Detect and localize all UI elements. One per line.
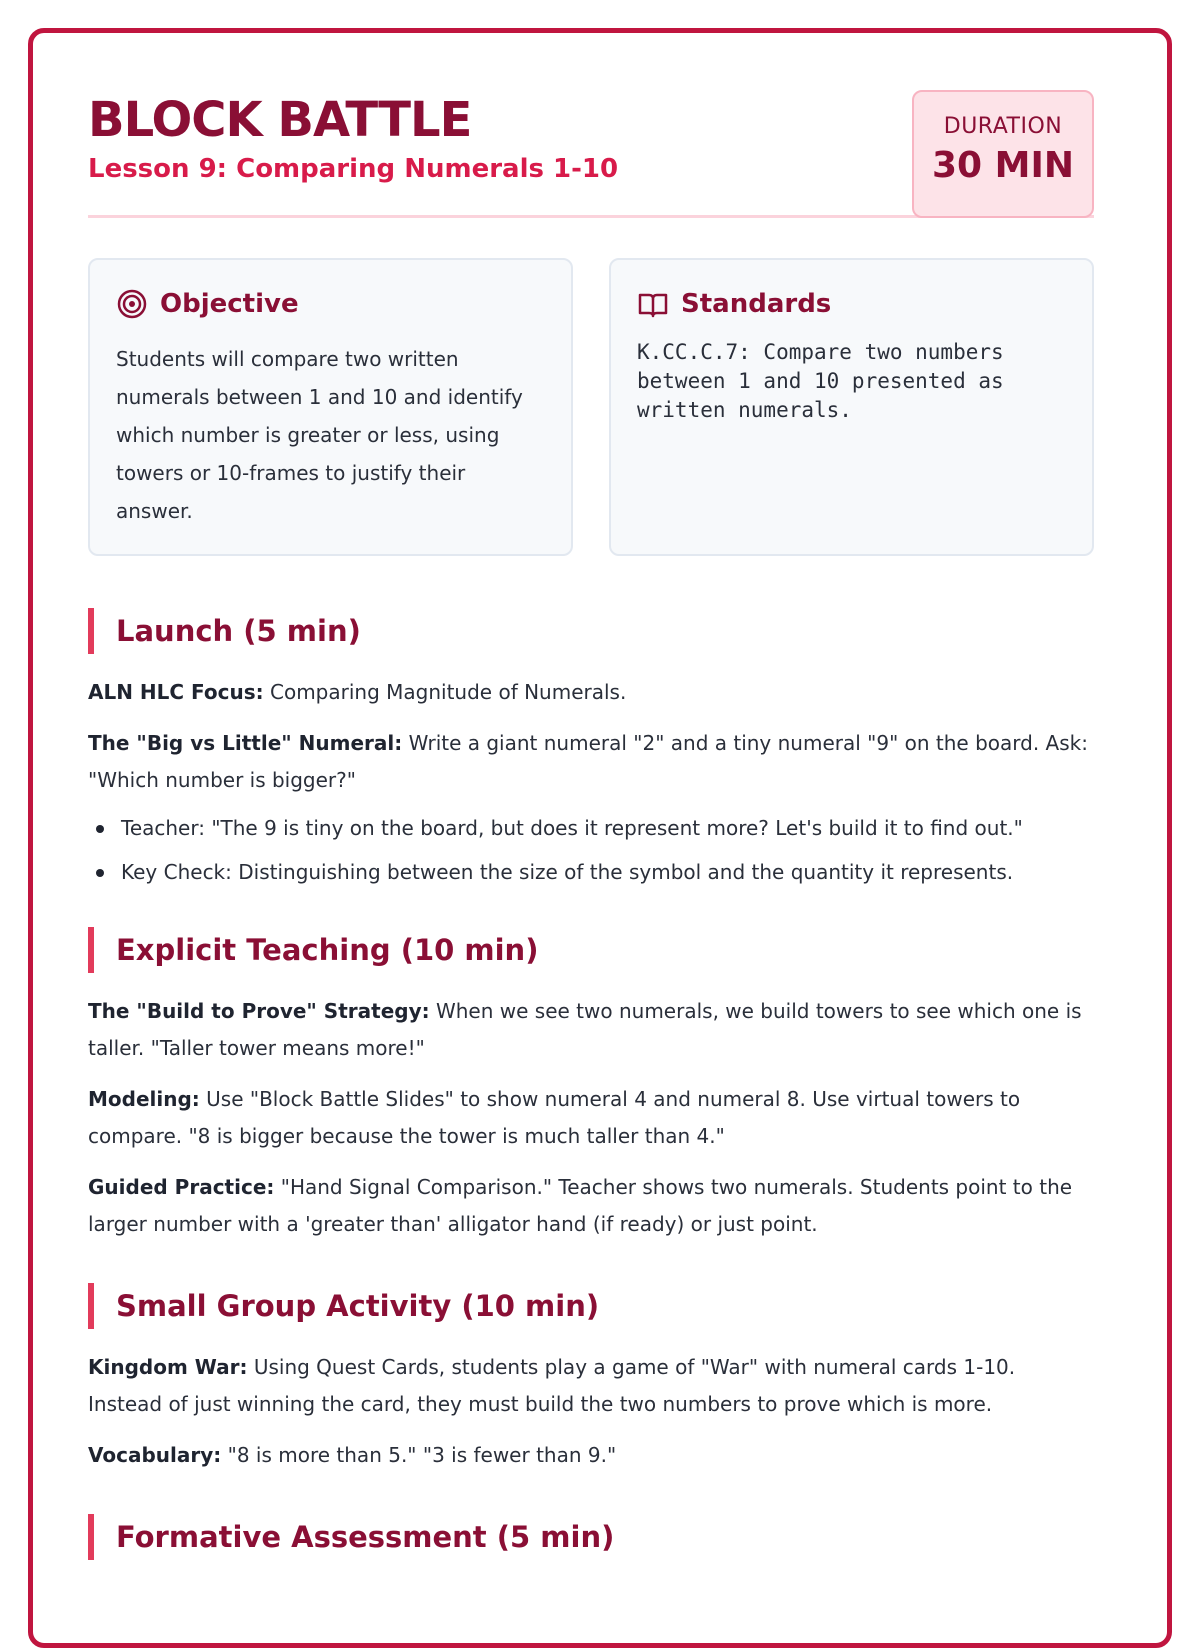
duration-badge: [912, 90, 1094, 218]
standards-text: K.CC.C.7: Compare two numbers between 1 and 10 presented as written numerals.: [637, 340, 1004, 422]
launch-section: [88, 608, 1094, 887]
title-block: [88, 88, 618, 184]
paragraph-label: Vocabulary:: [88, 1443, 222, 1467]
list-item: Teacher: "The 9 is tiny on the board, but does it represent more? Let's build it to find out.": [88, 813, 1094, 843]
paragraph: [88, 1081, 1094, 1155]
paragraph-label: The "Big vs Little" Numeral:: [88, 731, 403, 755]
standards-heading-row: [637, 286, 1066, 322]
list-item: Key Check: Distinguishing between the size of the symbol and the quantity it represents.: [88, 857, 1094, 887]
objective-heading: Objective: [160, 289, 299, 319]
section-title: Formative Assessment (5 min): [88, 1514, 1094, 1560]
paragraph-label: The "Build to Prove" Strategy:: [88, 999, 430, 1023]
paragraph-text: When we see two numerals, we build towers to see which one is taller. "Taller tower means more!": [88, 999, 1082, 1060]
paragraph-label: Guided Practice:: [88, 1175, 275, 1199]
lesson-subtitle: Lesson 9: Comparing Numerals 1-10: [88, 154, 619, 184]
paragraph-text: "8 is more than 5." "3 is fewer than 9.": [221, 1443, 617, 1467]
target-icon: [116, 288, 148, 320]
paragraph-text: Use "Block Battle Slides" to show numeral 4 and numeral 8. Use virtual towers to compare. "8 is bigger because the tower is much taller than 4.": [88, 1087, 1021, 1148]
objective-heading-row: [116, 286, 545, 322]
paragraph-label: Modeling:: [88, 1087, 200, 1111]
paragraph: [88, 993, 1094, 1067]
paragraph-label: ALN HLC Focus:: [88, 680, 264, 704]
explicit-teaching-section: [88, 927, 1094, 1243]
standards-box: [609, 258, 1094, 556]
paragraph-text: Using Quest Cards, students play a game of "War" with numeral cards 1-10. Instead of just winning the card, they must build the two numbers to prove which is more.: [88, 1355, 1016, 1416]
objective-text: Students will compare two written numerals between 1 and 10 and identify which number is greater or less, using towers or 10-frames to justify their answer.: [116, 347, 523, 523]
paragraph: [88, 725, 1094, 799]
bullet-list: [88, 813, 1094, 887]
formative-assessment-section: [88, 1514, 1094, 1560]
section-title: Explicit Teaching (10 min): [88, 927, 1094, 973]
paragraph: [88, 1349, 1094, 1423]
paragraph-text: Comparing Magnitude of Numerals.: [263, 680, 627, 704]
lesson-header: [88, 88, 1094, 218]
lesson-title: BLOCK BATTLE: [88, 92, 472, 148]
standards-heading: Standards: [681, 289, 832, 319]
paragraph-label: Kingdom War:: [88, 1355, 248, 1379]
duration-label: DURATION: [943, 114, 1063, 139]
section-title: Small Group Activity (10 min): [88, 1283, 1094, 1329]
section-title: Launch (5 min): [88, 608, 1094, 654]
info-row: [88, 258, 1094, 556]
paragraph: [88, 1169, 1094, 1243]
lesson-content: [88, 88, 1094, 1580]
lesson-card: [28, 28, 1172, 1648]
objective-box: [88, 258, 573, 556]
duration-value: 30 MIN: [932, 145, 1074, 186]
paragraph-text: "Hand Signal Comparison." Teacher shows two numerals. Students point to the larger number with a 'greater than' alligator hand (if ready) or just point.: [88, 1175, 1073, 1236]
book-icon: [637, 288, 669, 320]
paragraph-text: Write a giant numeral "2" and a tiny numeral "9" on the board. Ask: "Which number is bigger?": [88, 731, 1088, 792]
paragraph: [88, 674, 1094, 711]
paragraph: [88, 1437, 1094, 1474]
small-group-section: [88, 1283, 1094, 1474]
